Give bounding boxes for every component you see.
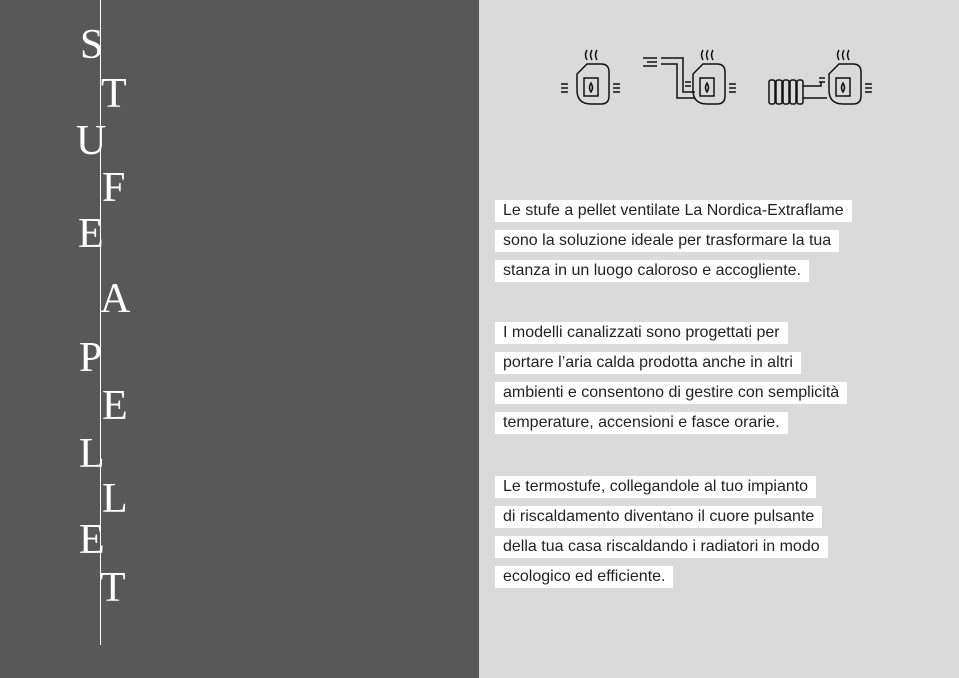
title-letter-l: L — [79, 431, 105, 477]
ventilated-stove-icon — [557, 44, 627, 114]
paragraph-thermo — [495, 476, 828, 596]
text-line: della tua casa riscaldando i radiatori in modo — [495, 536, 828, 566]
text-line: di riscaldamento diventano il cuore pulsante — [495, 506, 828, 536]
title-letter-f: F — [102, 165, 126, 211]
text-line: ecologico ed efficiente. — [495, 566, 828, 596]
title-letter-s: S — [80, 22, 104, 68]
title-letter-a: A — [100, 276, 131, 322]
right-panel — [479, 0, 959, 678]
title-letter-l2: L — [102, 476, 128, 522]
paragraph-ducted — [495, 322, 847, 442]
text-line: sono la soluzione ideale per trasformare la tua — [495, 230, 852, 260]
left-panel — [0, 0, 479, 678]
title-letter-t: T — [101, 71, 127, 117]
title-letter-e3: E — [79, 517, 105, 563]
title-letter-t2: T — [100, 565, 126, 611]
title-letter-e2: E — [102, 383, 128, 429]
paragraph-ventilated — [495, 200, 852, 290]
title-letter-e: E — [78, 211, 104, 257]
text-line: portare l’aria calda prodotta anche in altri — [495, 352, 847, 382]
ducted-stove-icon — [641, 44, 749, 114]
title-letter-p: P — [79, 335, 103, 381]
text-line: temperature, accensioni e fasce orarie. — [495, 412, 847, 442]
text-line: Le termostufe, collegandole al tuo impianto — [495, 476, 828, 506]
text-line: stanza in un luogo caloroso e accogliente. — [495, 260, 852, 290]
thermo-stove-icon — [765, 44, 885, 114]
text-line: ambienti e consentono di gestire con semplicità — [495, 382, 847, 412]
text-line: Le stufe a pellet ventilate La Nordica-Extraflame — [495, 200, 852, 230]
text-line: I modelli canalizzati sono progettati per — [495, 322, 847, 352]
stove-icons-row — [479, 44, 959, 114]
title-letter-u: U — [76, 118, 107, 164]
